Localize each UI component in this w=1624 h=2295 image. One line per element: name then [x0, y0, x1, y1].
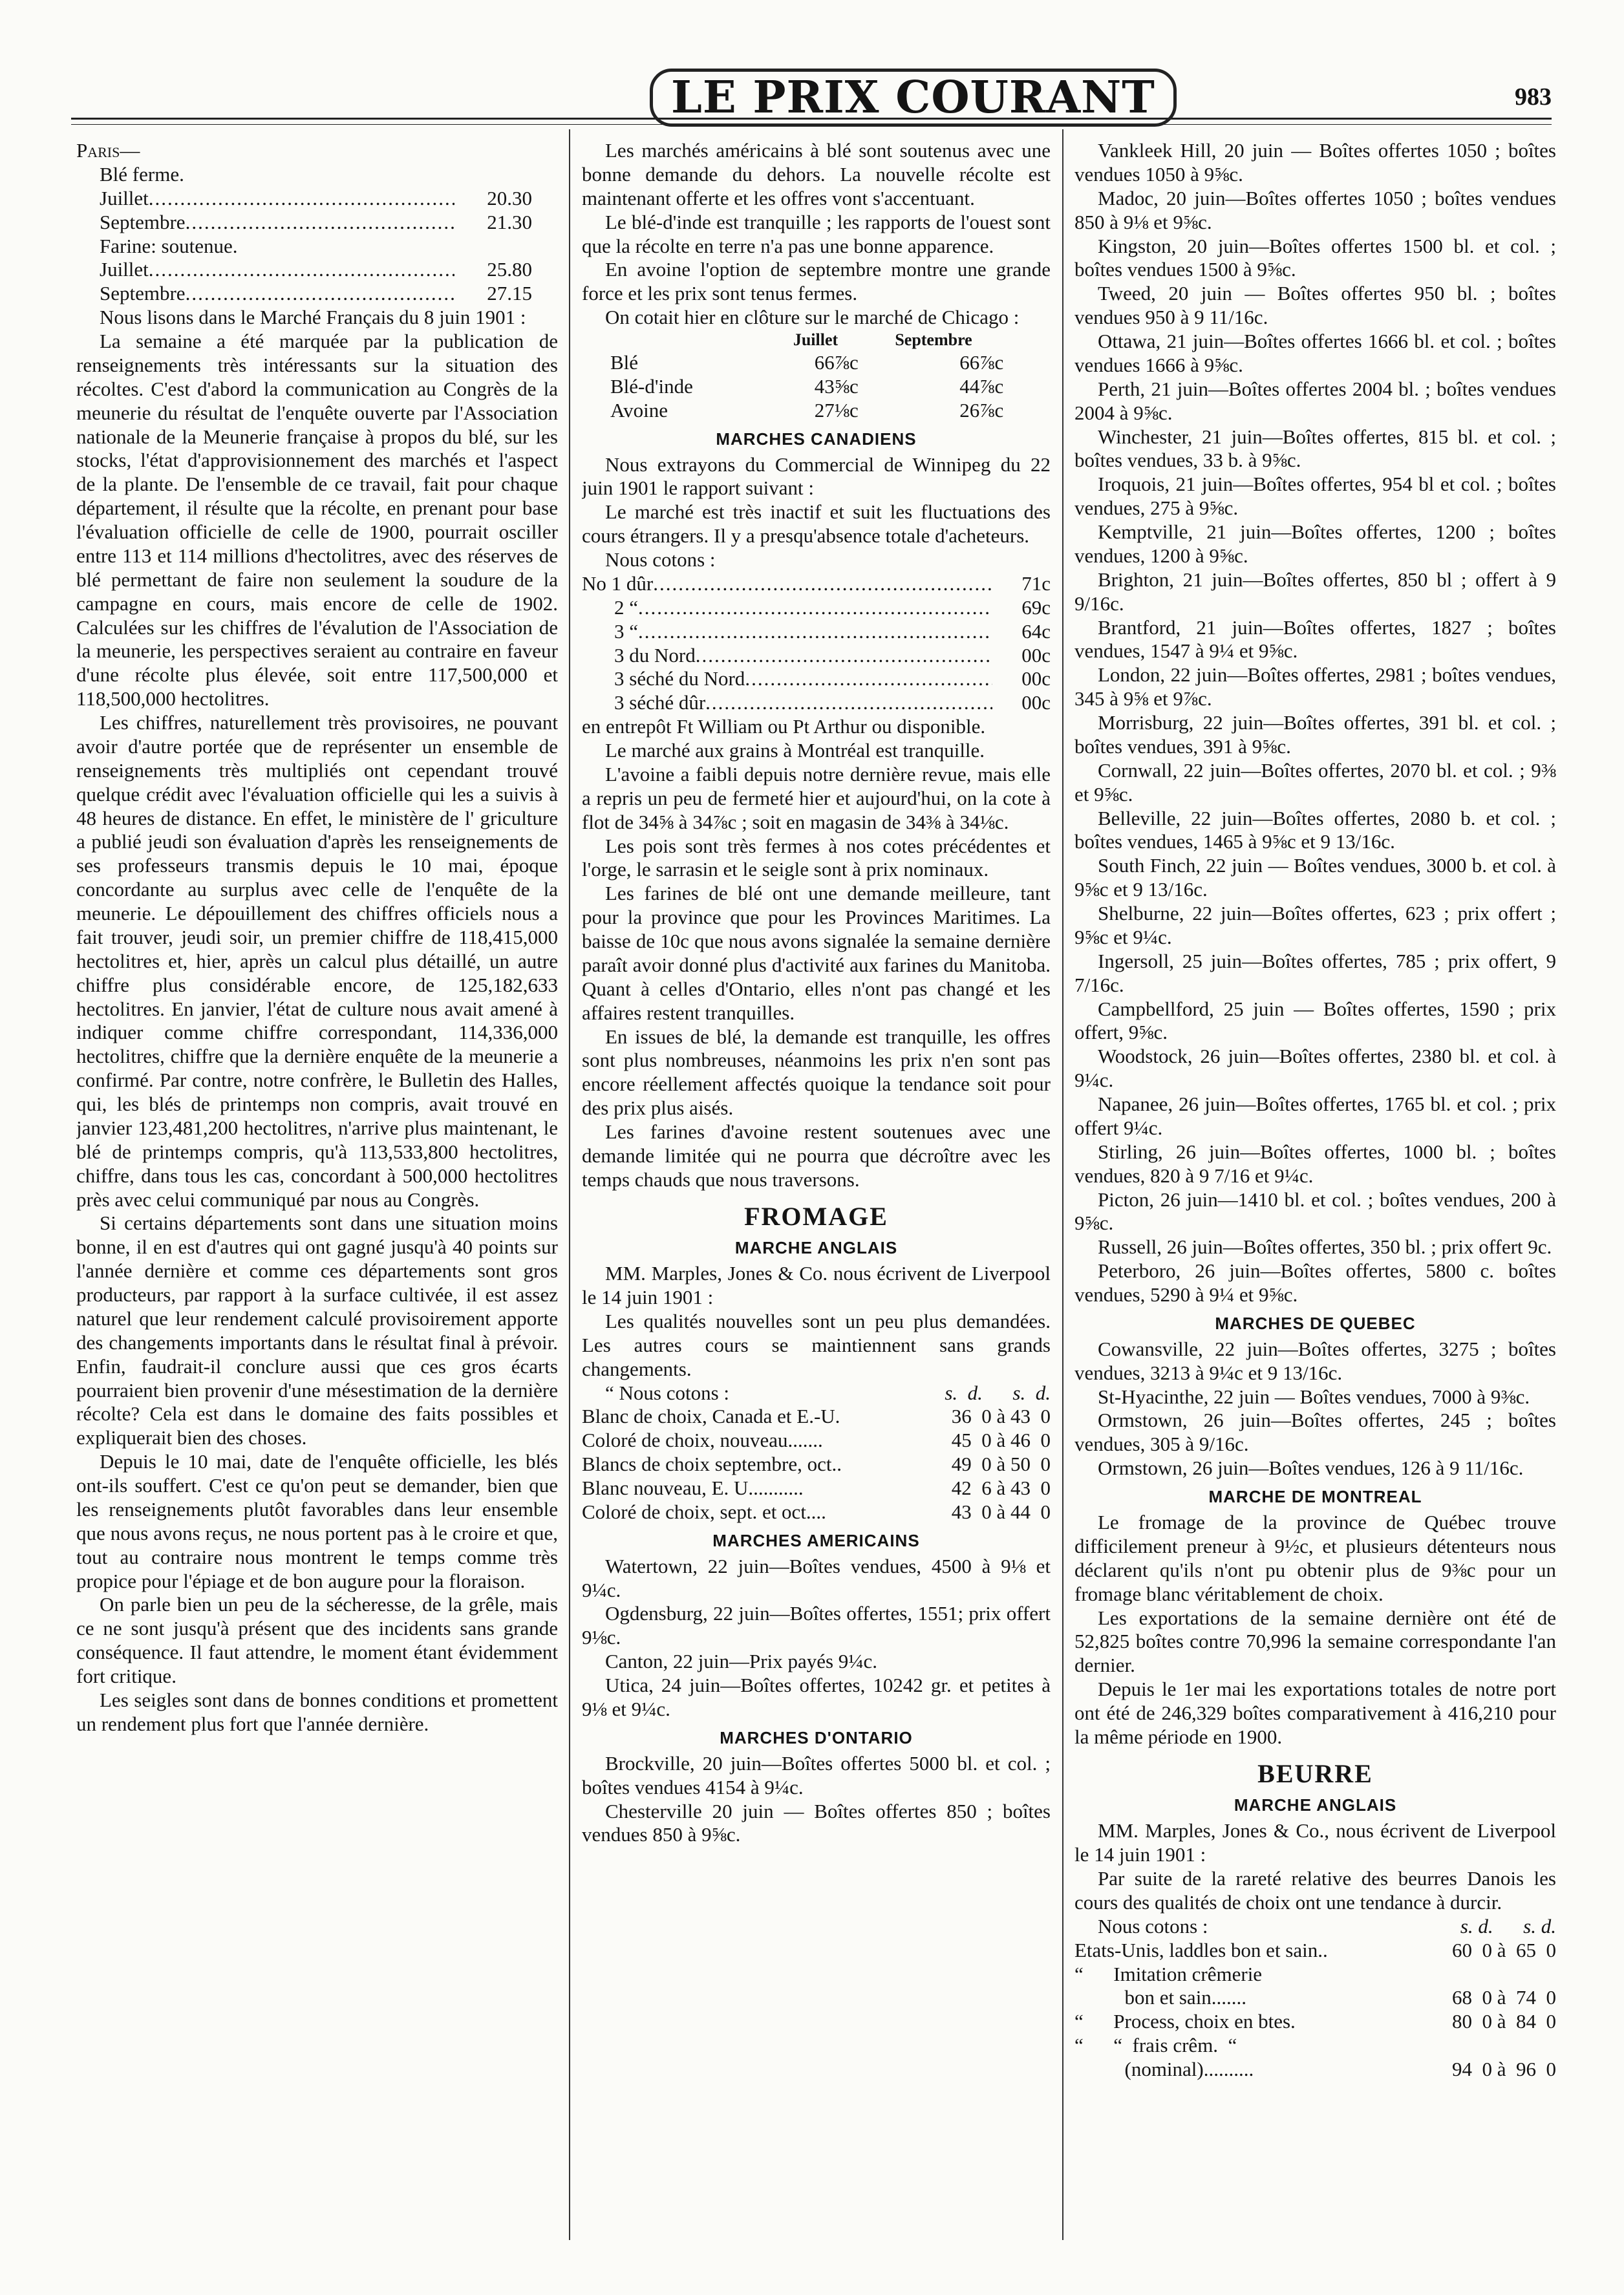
paragraph: Les chiffres, naturellement très provisoires, ne pouvant avoir d'autre portée que de représenter un ensemble de renseignements très multipliés ont cependant trouvé quelque crédit avec l'évaluation officielle qui les a suivis à 48 heures de distance. En effet, le ministère de l' griculture a publié jeudi son évaluation d'après les renseignements de ses professeurs transmis depuis le 10 mai, époque concordante au surplus avec celle de l'enquête de la meunerie. Le dépouillement des chiffres officiels nous a fait trouver, jeudi soir, un premier chiffre de 118,415,000 hectolitres et, hier, après un calcul plus détaillé, un autre chiffre plus considérable encore, de 125,182,633 hectolitres. En janvier, l'état de culture nous avait amené à indiquer comme chiffre correspondant, 114,336,000 hectolitres, chiffre que la dernière enquête de la meunerie a confirmé. Par contre, notre confrère, le Bulletin des Halles, qui, les blés de printemps non compris, avait trouvé en janvier 123,481,200 hectolitres, n'arrive plus maintenant, le blé de printemps compris, qu'à 113,533,800 hectolitres, chiffre, dans tous les cas, concordant à 500,000 hectolitres près avec celui communiqué par nous au Congrès.: [76, 711, 558, 1211]
paragraph: MM. Marples, Jones & Co. nous écrivent de Liverpool le 14 juin 1901 :: [582, 1262, 1051, 1309]
paragraph: Nous lisons dans le Marché Français du 8 juin 1901 :: [100, 306, 526, 329]
table-row: (nominal).......... 94 0 à 96 0: [1074, 2058, 1556, 2081]
section-heading: MARCHE ANGLAIS: [734, 1238, 898, 1258]
market-entry: Shelburne, 22 juin—Boîtes offertes, 623 ; prix offert ; 9⅝c et 9¼c.: [1074, 902, 1556, 948]
paragraph: Le marché est très inactif et suit les fluctuations des cours étrangers. Il y a presqu'absence totale d'acheteurs.: [582, 500, 1051, 548]
column-divider-2: [1062, 129, 1063, 2240]
farine-heading: Farine: soutenue.: [100, 234, 238, 257]
paragraph: Les seigles sont dans de bonnes conditions et promettent un rendement plus fort que l'année dernière.: [76, 1688, 558, 1735]
beurre-table-header: Nous cotons : s. d. s. d.: [1098, 1914, 1556, 1937]
price-row: Juillet ..... 25.80: [76, 258, 558, 282]
page-header: [71, 45, 1552, 123]
section-heading: MARCHES CANADIENS: [716, 429, 917, 449]
table-row: Avoine 27⅛c 26⅞c: [610, 398, 1004, 422]
column-divider-1: [569, 129, 570, 2240]
paragraph: Les farines d'avoine restent soutenues avec une demande limitée qui ne pourra que décroître avec les temps chauds que nous traversons.: [582, 1120, 1051, 1191]
column-3: [1074, 139, 1556, 2240]
paragraph: Canton, 22 juin—Prix payés 9¼c.: [605, 1650, 878, 1673]
header-rule: [71, 118, 1552, 120]
market-entry: Kingston, 20 juin—Boîtes offertes 1500 bl. et col. ; boîtes vendues 1500 à 9⅝c.: [1074, 234, 1556, 281]
section-heading: MARCHES DE QUEBEC: [1215, 1313, 1416, 1333]
paragraph: Si certains départements sont dans une situation moins bonne, il en est d'autres qui ont gagné jusqu'à 40 points sur l'année dernière et comme ces départements sont gros producteurs, par rapport à la surface cultivée, il est assez naturel que leur rendement calculé provisoirement apporte des changements importants dans le résultat final à prévoir. Enfin, faudrait-il conclure aussi que ces gros écarts pourraient bien provenir d'une mésestimation de la dernière récolte? Cela est dans le domaine des faits possibles et expliquerait bien des choses.: [76, 1212, 558, 1449]
paragraph: Depuis le 10 mai, date de l'enquête officielle, les blés ont-ils souffert. C'est ce qu'on peut se demander, bien que les renseignements plutôt favorables dans leur ensemble que nous avons reçus, ne nous portent pas à le croire et que, tout au contraire nous montrent le temps comme très propice pour l'épiage et de bon augure pour la floraison.: [76, 1450, 558, 1592]
price-row: 3 “ ..... 64c: [582, 620, 1051, 644]
market-entry: Madoc, 20 juin—Boîtes offertes 1050 ; boîtes vendues 850 à 9⅛ et 9⅝c.: [1074, 186, 1556, 233]
fromage-table-header: “ Nous cotons : s. d. s. d.: [605, 1381, 1051, 1404]
section-title-fromage: FROMAGE: [744, 1201, 888, 1231]
market-entry: Peterboro, 26 juin—Boîtes offertes, 5800 c. boîtes vendues, 5290 à 9¼ et 9⅝c.: [1074, 1259, 1556, 1306]
paragraph: Ogdensburg, 22 juin—Boîtes offertes, 1551; prix offert 9⅛c.: [582, 1602, 1051, 1649]
page-number: 983: [1515, 83, 1552, 111]
table-row: “ Imitation crêmerie: [1074, 1962, 1263, 1985]
table-row: Blancs de choix septembre, oct.. 49 0 à 50 0: [582, 1453, 1051, 1476]
market-entry: Morrisburg, 22 juin—Boîtes offertes, 391 bl. et col. ; boîtes vendues, 391 à 9⅝c.: [1074, 711, 1556, 758]
market-entry: Brantford, 21 juin—Boîtes offertes, 1827 ; boîtes vendues, 1547 à 9¼ et 9⅝c.: [1074, 615, 1556, 663]
paragraph: En issues de blé, la demande est tranquille, les offres sont plus nombreuses, néanmoins les prix n'en sont pas encore réellement affectés quoique la tendance soit pour des prix plus aisés.: [582, 1025, 1051, 1120]
section-heading: MARCHE DE MONTREAL: [1208, 1487, 1422, 1507]
table-header-row: Juillet Septembre: [793, 330, 972, 349]
table-row: Blé-d'inde 43⅝c 44⅞c: [610, 374, 1004, 398]
chicago-table: [608, 330, 1006, 423]
table-row: Coloré de choix, sept. et oct.... 43 0 à 44 0: [582, 1500, 1051, 1523]
table-row: Blé 66⅞c 66⅞c: [610, 350, 1004, 374]
market-entry: Ormstown, 26 juin—Boîtes vendues, 126 à 9 11/16c.: [1098, 1457, 1524, 1480]
paragraph: L'avoine a faibli depuis notre dernière revue, mais elle a repris un peu de fermeté hier et aujourd'hui, on la cote à flot de 34⅝ à 34⅞c ; soit en magasin de 34⅜ à 34⅛c.: [582, 762, 1051, 833]
market-entry: Kemptville, 21 juin—Boîtes offertes, 1200 ; boîtes vendues, 1200 à 9⅝c.: [1074, 520, 1556, 567]
price-row: No 1 dûr ..... 71c: [582, 572, 1051, 596]
section-label-paris: Paris—: [76, 139, 140, 162]
price-row: Septembre ..... 21.30: [76, 211, 558, 235]
paragraph: Le marché aux grains à Montréal est tranquille.: [605, 739, 985, 762]
table-row: Etats-Unis, laddles bon et sain.. 60 0 à 65 0: [1074, 1938, 1556, 1961]
table-row: “ “ frais crêm. “: [1074, 2034, 1237, 2057]
paragraph: Les marchés américains à blé sont soutenus avec une bonne demande du dehors. La nouvelle récolte est maintenant offerte et les offres vont s'accentuant.: [582, 139, 1051, 209]
market-entry: Napanee, 26 juin—Boîtes offertes, 1765 bl. et col. ; prix offert 9¼c.: [1074, 1093, 1556, 1139]
paragraph: Par suite de la rareté relative des beurres Danois les cours des qualités de choix ont une tendance à durcir.: [1074, 1867, 1556, 1914]
paragraph: Utica, 24 juin—Boîtes offertes, 10242 gr. et petites à 9⅛ et 9¼c.: [582, 1674, 1051, 1720]
market-entry: Picton, 26 juin—1410 bl. et col. ; boîtes vendues, 200 à 9⅝c.: [1074, 1188, 1556, 1235]
market-entry: Ormstown, 26 juin—Boîtes offertes, 245 ; boîtes vendues, 305 à 9/16c.: [1074, 1409, 1556, 1456]
section-heading: MARCHES AMERICAINS: [712, 1530, 920, 1550]
price-row: 2 “ ..... 69c: [582, 596, 1051, 620]
table-row: Blanc nouveau, E. U........... 42 6 à 43 0: [582, 1477, 1051, 1500]
masthead-logo: LE PRIX COURANT: [650, 69, 1177, 127]
market-entry: London, 22 juin—Boîtes offertes, 2981 ; boîtes vendues, 345 à 9⅝ et 9⅞c.: [1074, 663, 1556, 710]
paragraph: Nous cotons :: [605, 548, 716, 571]
market-entry: Tweed, 20 juin — Boîtes offertes 950 bl. ; boîtes vendues 950 à 9 11/16c.: [1074, 282, 1556, 329]
paragraph: MM. Marples, Jones & Co., nous écrivent de Liverpool le 14 juin 1901 :: [1074, 1819, 1556, 1866]
paragraph: On parle bien un peu de la sécheresse, de la grêle, mais ce ne sont jusqu'à présent que des incidents sans grande conséquence. Il faut attendre, le moment étant évidemment fort critique.: [76, 1593, 558, 1687]
market-entry: Iroquois, 21 juin—Boîtes offertes, 954 bl et col. ; boîtes vendues, 275 à 9⅝c.: [1074, 473, 1556, 520]
table-row: Blanc de choix, Canada et E.-U. 36 0 à 43 0: [582, 1405, 1051, 1428]
section-heading: MARCHES D'ONTARIO: [720, 1727, 913, 1747]
market-entry: Cornwall, 22 juin—Boîtes offertes, 2070 bl. et col. ; 9⅜ et 9⅝c.: [1074, 758, 1556, 806]
paragraph: en entrepôt Ft William ou Pt Arthur ou disponible.: [582, 715, 986, 738]
market-entry: Winchester, 21 juin—Boîtes offertes, 815 bl. et col. ; boîtes vendues, 33 b. à 9⅝c.: [1074, 425, 1556, 472]
market-entry: Campbellford, 25 juin — Boîtes offertes, 1590 ; prix offert, 9⅝c.: [1074, 997, 1556, 1044]
paragraph: Chesterville 20 juin — Boîtes offertes 850 ; boîtes vendues 850 à 9⅝c.: [582, 1799, 1051, 1846]
price-row: Septembre ..... 27.15: [76, 282, 558, 306]
market-entry: St-Hyacinthe, 22 juin — Boîtes vendues, 7000 à 9⅜c.: [1098, 1385, 1530, 1408]
ble-heading: Blé ferme.: [100, 162, 184, 186]
market-entry: Stirling, 26 juin—Boîtes offertes, 1000 bl. ; boîtes vendues, 820 à 9 7/16 et 9¼c.: [1074, 1140, 1556, 1187]
market-entry: Perth, 21 juin—Boîtes offertes 2004 bl. ; boîtes vendues 2004 à 9⅝c.: [1074, 377, 1556, 424]
column-1: [76, 139, 558, 2240]
paragraph: Watertown, 22 juin—Boîtes vendues, 4500 à 9⅛ et 9¼c.: [582, 1554, 1051, 1601]
paragraph: Depuis le 1er mai les exportations totales de notre port ont été de 246,329 boîtes comparativement à 416,210 pour la même période en 1900.: [1074, 1678, 1556, 1748]
paragraph: La semaine a été marquée par la publication de renseignements très intéressants sur la situation des récoltes. C'est d'abord la communication au Congrès de la meunerie du résultat de l'enquête ouverte par l'Association nationale de la Meunerie française à propos du blé, sur les stocks, l'état d'approvisionnement des marchés et l'aspect de la plante. De l'ensemble de ce travail, fait pour chaque département, il résulte que la récolte, en prenant pour base l'évaluation officielle de celle de 1900, pourrait osciller entre 113 et 114 millions d'hectolitres, avec des réserves de blé permettant de faire non seulement la soudure de la campagne en cours, mais encore de celle de 1902. Calculées sur les chiffres de l'évalution de l'Association de la meunerie, les perspectives seraient au contraire en faveur d'une récolte plus élevée, soit entre 117,500,000 et 118,500,000 hectolitres.: [76, 330, 558, 710]
market-entry: Brighton, 21 juin—Boîtes offertes, 850 bl ; offert à 9 9/16c.: [1074, 568, 1556, 615]
price-row: 3 du Nord ..... 00c: [582, 644, 1051, 668]
price-row: 3 séché dûr ..... 00c: [582, 691, 1051, 715]
market-entry: Cowansville, 22 juin—Boîtes offertes, 3275 ; boîtes vendues, 3213 à 9¼c et 9 13/16c.: [1074, 1337, 1556, 1384]
market-entry: Vankleek Hill, 20 juin — Boîtes offertes 1050 ; boîtes vendues 1050 à 9⅝c.: [1074, 139, 1556, 186]
paragraph: Nous extrayons du Commercial de Winnipeg du 22 juin 1901 le rapport suivant :: [582, 453, 1051, 500]
price-row: Juillet ..... 20.30: [76, 187, 558, 211]
market-entry: South Finch, 22 juin — Boîtes vendues, 3000 b. et col. à 9⅝c et 9 13/16c.: [1074, 854, 1556, 901]
paragraph: On cotait hier en clôture sur le marché de Chicago :: [605, 306, 1020, 329]
header-rule-thin: [71, 124, 1552, 125]
market-entry: Ottawa, 21 juin—Boîtes offertes 1666 bl. et col. ; boîtes vendues 1666 à 9⅝c.: [1074, 330, 1556, 376]
paragraph: Le blé-d'inde est tranquille ; les rapports de l'ouest sont que la récolte en terre n'a pas une bonne apparence.: [582, 210, 1051, 257]
paragraph: Le fromage de la province de Québec trouve difficilement preneur à 9½c, et plusieurs détenteurs nous déclarent qu'ils n'ont pu obtenir plus de 9⅜c pour un fromage blanc véritablement de choix.: [1074, 1511, 1556, 1605]
market-entry: Russell, 26 juin—Boîtes offertes, 350 bl. ; prix offert 9c.: [1098, 1235, 1552, 1259]
paragraph: Les farines de blé ont une demande meilleure, tant pour la province que pour les Provinces Maritimes. La baisse de 10c que nous avons signalée la semaine dernière paraît avoir donné plus d'activité aux farines du Manitoba. Quant à celles d'Ontario, elles n'ont pas changé et les affaires restent tranquilles.: [582, 882, 1051, 1024]
table-row: Coloré de choix, nouveau....... 45 0 à 46 0: [582, 1429, 1051, 1452]
section-title-beurre: BEURRE: [1257, 1758, 1373, 1788]
market-entry: Ingersoll, 25 juin—Boîtes offertes, 785 ; prix offert, 9 7/16c.: [1074, 949, 1556, 996]
table-row: “ Process, choix en btes. 80 0 à 84 0: [1074, 2010, 1556, 2033]
market-entry: Belleville, 22 juin—Boîtes offertes, 2080 b. et col. ; boîtes vendues, 1465 à 9⅝c et 9 13/16c.: [1074, 806, 1556, 853]
paragraph: Les pois sont très fermes à nos cotes précédentes et l'orge, le sarrasin et le seigle sont à prix nominaux.: [582, 834, 1051, 881]
section-heading: MARCHE ANGLAIS: [1234, 1795, 1397, 1815]
table-row: bon et sain....... 68 0 à 74 0: [1074, 1986, 1556, 2009]
paragraph: Les exportations de la semaine dernière ont été de 52,825 boîtes contre 70,996 la semaine correspondante l'an dernier.: [1074, 1606, 1556, 1677]
column-2: [582, 139, 1051, 2240]
price-row: 3 séché du Nord ..... 00c: [582, 667, 1051, 691]
market-entry: Woodstock, 26 juin—Boîtes offertes, 2380 bl. et col. à 9¼c.: [1074, 1045, 1556, 1092]
paragraph: Les qualités nouvelles sont un peu plus demandées. Les autres cours se maintiennent sans grands changements.: [582, 1309, 1051, 1380]
paragraph: En avoine l'option de septembre montre une grande force et les prix sont tenus fermes.: [582, 258, 1051, 305]
paragraph: Brockville, 20 juin—Boîtes offertes 5000 bl. et col. ; boîtes vendues 4154 à 9¼c.: [582, 1751, 1051, 1799]
